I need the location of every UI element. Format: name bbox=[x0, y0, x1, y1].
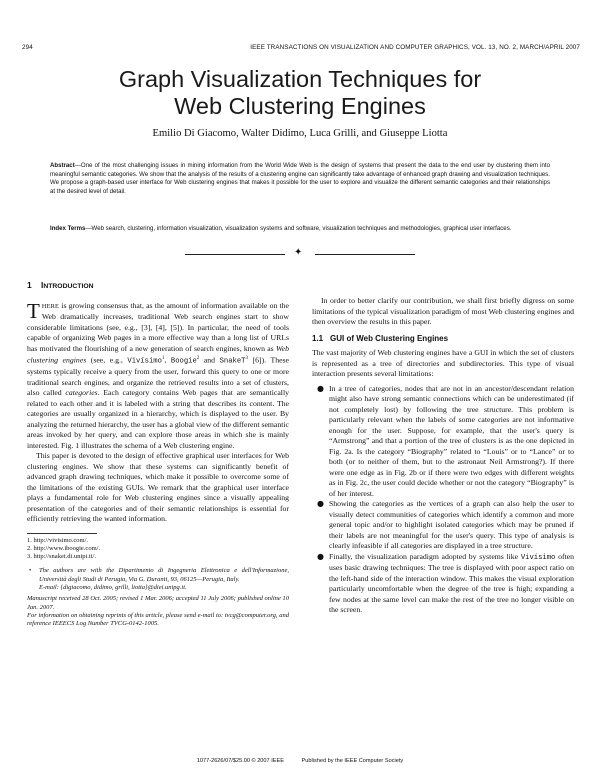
intro-paragraph-1 bbox=[27, 298, 289, 452]
list-item bbox=[312, 552, 574, 616]
vivisimo-name: Vivísimo bbox=[127, 357, 162, 366]
p1-text-a: is growing consensus that, as the amount of information available on the Web dramatically increases, traditional Web search engines start to show considerable limitations (see, e.g., [3], [4], [5]). In particular, the need of tools capable of organizing Web pages in a more effective way than a long list of URLs has motivated the flourishing of a new generation of search engines, known as bbox=[27, 300, 289, 353]
abstract-label: Abstract bbox=[50, 162, 75, 169]
bullet-icon: ● bbox=[317, 551, 324, 561]
page-footer bbox=[0, 758, 600, 764]
p1-text-c: [6]). These systems typically receive a query from the user, forward this query to one or more traditional search engines, and organize the retrieved results into a set of clusters, also called bbox=[27, 355, 289, 398]
footnote-2[interactable]: 2. http://www.iboogie.com/. bbox=[27, 544, 101, 552]
drop-cap: T bbox=[27, 298, 40, 323]
index-terms bbox=[50, 225, 550, 234]
reprints-note: For information on obtaining reprints of this article, please send e-mail to: tvcg@computer.org, and reference IEEECS Log Number TVCG-0142-1005. bbox=[27, 611, 289, 628]
web-clustering-engines-term: Web clustering engines bbox=[27, 343, 289, 365]
journal-header: IEEE TRANSACTIONS ON VISUALIZATION AND COMPUTER GRAPHICS, VOL. 13, NO. 2, MARCH/APRIL 2007 bbox=[250, 44, 580, 51]
abstract bbox=[50, 162, 550, 197]
bullet-text-2: Showing the categories as the vertices of a graph can also help the user to visually detect communities of categories which identify a common and more general topic and/or to highlight isolated categories which may be pruned if their labels are not meaningful for the user's query. This type of analysis is clearly infeasible if all categories are displayed in a tree structure. bbox=[329, 499, 574, 550]
p1-sep-1: , bbox=[164, 355, 171, 365]
author-affiliation-note bbox=[27, 567, 289, 628]
subsection-title: GUI of Web Clustering Engines bbox=[330, 333, 449, 343]
index-terms-text: —Web search, clustering, information visualization, visualization systems and software, visualization techniques and methodologies, graphical user interfaces. bbox=[85, 225, 512, 232]
subsection-heading bbox=[312, 334, 574, 345]
title-line-1: Graph Visualization Techniques for bbox=[118, 66, 482, 92]
intro-paragraph-2: This paper is devoted to the design of effective graphical user interfaces for Web clustering engines. We show that these systems can significantly benefit of advanced graph drawing techniques, which make it possible to overcome some of the limitations of the existing GUIs. We remark that the graphical user interface plays a fundamental role for Web clustering engines since a visually appealing presentation of the categories and of their semantic relationships is essential for efficiently retrieving the wanted information. bbox=[27, 451, 289, 524]
bullet-icon: ● bbox=[317, 383, 324, 393]
lead-word: HERE bbox=[41, 302, 60, 310]
running-header bbox=[22, 44, 580, 54]
footnote-ref-1[interactable]: 1 bbox=[161, 356, 165, 361]
separator-line-left bbox=[185, 254, 285, 255]
manuscript-dates: Manuscript received 28 Oct. 2005; revised 1 Mar. 2006; accepted 11 July 2006; published online 10 Jan. 2007. bbox=[27, 595, 289, 611]
title-line-2: Web Clustering Engines bbox=[174, 93, 426, 119]
separator-diamond-icon: ✦ bbox=[294, 247, 303, 258]
p1-text-d: . Each category contains Web pages that are semantically related to each other and it is labeled with a string that describes its content. The categories are usually organized in a hierarchy, which is displayed to the user. By analyzing the returned hierarchy, the user has a global view of the different semantic areas invoked by her query, and can explore those areas in which she is mainly interested. Fig. 1 illustrates the schema of a Web clustering engine. bbox=[27, 388, 289, 450]
section-heading-introduction bbox=[27, 280, 289, 293]
footnote-ref-2[interactable]: 2 bbox=[196, 356, 200, 361]
bullet-icon: ● bbox=[317, 499, 324, 508]
bullet-text-3a: Finally, the visualization paradigm adopted by systems like bbox=[329, 551, 521, 561]
p1-text-b: (see, e.g., bbox=[86, 355, 128, 365]
categories-term: categories bbox=[65, 388, 98, 398]
section-number: 1 bbox=[27, 280, 32, 290]
left-column bbox=[27, 280, 289, 629]
list-item bbox=[312, 499, 574, 552]
section-title-initial: I bbox=[41, 280, 44, 290]
p1-sep-2: and bbox=[199, 355, 220, 365]
snaket-name: SnakeT bbox=[219, 357, 246, 366]
footnote-3[interactable]: 3. http://snaket.di.unipi.it/. bbox=[27, 553, 96, 561]
page-number: 294 bbox=[22, 44, 33, 51]
list-item bbox=[312, 384, 574, 500]
abstract-text: —One of the most challenging issues in mining information from the World Wide Web is the design of systems that present the data to the end user by clustering them into meaningful semantic categories. We show that the analysis of the results of a clustering engine can significantly take advantage of enhanced graph drawing and visualization techniques. We propose a graph-based user interface for Web clustering engines that makes it possible for the user to explore and visualize the different semantic categories and their relationships at the desired level of detail. bbox=[50, 162, 550, 196]
footnote-rule bbox=[27, 533, 97, 534]
section-separator bbox=[185, 249, 415, 261]
bullet-text-1: In a tree of categories, nodes that are not in an ancestor/descendant relation might also have strong semantic connections which can be underestimated (if not completely lost) by following the tree structure. This problem is particularly relevant when the labels of some categories are not informative enough for the user. Suppose, for example, that the user's query is “Armstrong” and that a portion of the tree of clusters is as the one depicted in Fig. 2a. Is the category “Biography” related to “Louis” or to “Lance” or to both (or to neither of them, but to the astronaut Neil Armstrong?). If there were one edge as in Fig. 2b or if there were two edges with different weights as in Fig. 2c, the user could decide whether or not the category “Biography” is of her interest. bbox=[329, 383, 574, 498]
boogie-name: Boogie bbox=[170, 357, 197, 366]
subsection-number: 1.1 bbox=[312, 333, 324, 343]
paper-title bbox=[0, 66, 600, 120]
vivisimo-name: Vivísimo bbox=[520, 553, 556, 562]
contribution-paragraph: In order to better clarify our contribution, we shall first briefly digress on some limitations of the typical visualization paradigm of most Web clustering engines and then overview the results in this paper. bbox=[312, 296, 574, 326]
bullet-text-3b: often uses basic drawing techniques: The tree is displayed with poor aspect ratio on the left-hand side of the interaction window. This makes the visual exploration particularly uncomfortable when the degree of the tree is high; expanding a few nodes at the same level can make the rest of the tree no longer visible on the screen. bbox=[329, 551, 574, 614]
right-column bbox=[312, 296, 574, 616]
limitations-list bbox=[312, 384, 574, 616]
index-terms-label: Index Terms bbox=[50, 225, 86, 232]
gui-paragraph: The vast majority of Web clustering engines have a GUI in which the set of clusters is represented as a tree of directories and subdirectories. This type of visual interaction presents several limitations: bbox=[312, 348, 574, 378]
affiliation-text: The authors are with the Dipartimento di Ingegneria Elettronica e dell'Informazione, Università degli Studi di Perugia, Via G. Duranti, 93, 06125—Perugia, Italy. bbox=[39, 567, 289, 583]
footnote-ref-3[interactable]: 3 bbox=[245, 356, 248, 361]
issn-copyright: 1077-2626/07/$25.00 © 2007 IEEE bbox=[196, 758, 284, 764]
author-emails[interactable]: E-mail: {digiacomo, didimo, grilli, liotta}@diei.unipg.it. bbox=[39, 584, 187, 592]
author-list: Emilio Di Giacomo, Walter Didimo, Luca Grilli, and Giuseppe Liotta bbox=[152, 128, 448, 139]
affiliation-bullet-icon: • bbox=[29, 567, 32, 575]
separator-line-right bbox=[315, 254, 415, 255]
section-title-rest: NTRODUCTION bbox=[43, 283, 94, 290]
footnote-1[interactable]: 1. http://vivisimo.com/. bbox=[27, 536, 89, 544]
publisher-line: Published by the IEEE Computer Society bbox=[301, 758, 404, 764]
footnotes bbox=[27, 533, 289, 562]
